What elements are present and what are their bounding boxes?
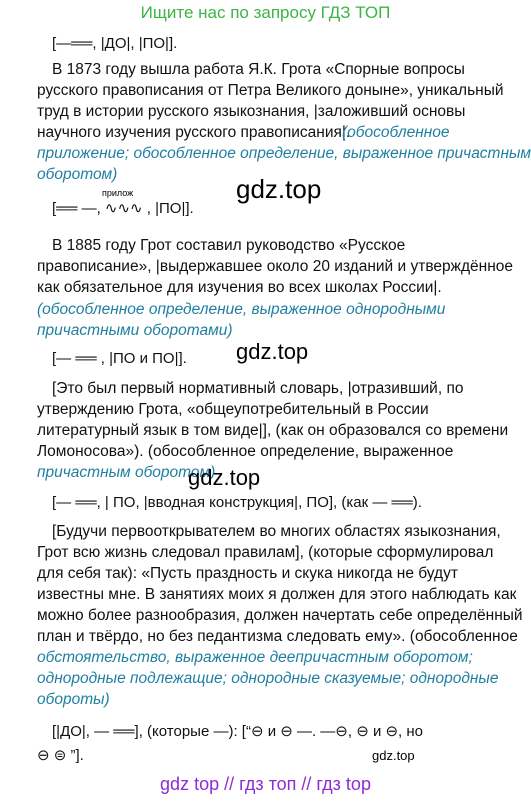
scheme-label: прилож bbox=[102, 188, 134, 198]
text-line: научного изучения русского правописания|. bbox=[37, 124, 351, 141]
text-line: Грот всю жизнь следовал правилам], (которые сформулировал bbox=[37, 544, 494, 561]
scheme-line: [— ══, | ПО, |вводная конструкция|, ПО], (как — ══). bbox=[52, 494, 422, 511]
comment-line: (обособленное bbox=[342, 124, 450, 141]
scheme-line: [|ДО|, — ══], (которые —): [“⊖ и ⊖ —. —⊖, ⊖ и ⊖, но bbox=[52, 723, 424, 740]
text-line: известны мне. В занятиях моих я должен для этого наблюдать как bbox=[37, 586, 517, 603]
comment-line: причастным оборотом) bbox=[37, 464, 216, 481]
text-line: можно более разнообразия, должен начертать себе определённый bbox=[37, 607, 523, 624]
text-line: [Будучи первооткрывателем во многих областях языкознания, bbox=[52, 523, 501, 540]
text-line: [Это был первый нормативный словарь, |отразивший, по bbox=[52, 380, 464, 397]
scheme-line: ⊖ ⊜ ”]. bbox=[37, 747, 84, 764]
comment-line: оборотом) bbox=[37, 166, 118, 183]
comment-line: причастными оборотами) bbox=[37, 322, 233, 339]
watermark: gdz.top bbox=[188, 465, 261, 490]
comment-line: (обособленное определение, выраженное однородными bbox=[37, 301, 446, 318]
comment-line: однородные подлежащие; однородные сказуемые; однородные bbox=[37, 670, 499, 687]
scheme-line: [— ══ , |ПО и ПО|]. bbox=[52, 350, 187, 367]
scheme-line: [══ —, ∿∿∿ , |ПО|]. bbox=[52, 200, 194, 217]
text-line: В 1873 году вышла работа Я.К. Грота «Спорные вопросы bbox=[52, 61, 465, 78]
comment-line: обороты) bbox=[37, 691, 110, 708]
text-line: план и твёрдо, но без педантизма следовать ему». (обособленное bbox=[37, 628, 518, 645]
text-line: утверждению Грота, «общеупотребительный в России bbox=[37, 401, 429, 418]
text-line: В 1885 году Грот составил руководство «Русское bbox=[52, 237, 406, 254]
header-banner: Ищите нас по запросу ГДЗ ТОП bbox=[140, 3, 391, 22]
watermark: gdz.top bbox=[236, 339, 309, 364]
watermark: gdz.top bbox=[236, 174, 322, 204]
comment-line: приложение; обособленное определение, выраженное причастным bbox=[37, 145, 531, 162]
text-line: литературный язык в том виде|], (как он образовался со времени bbox=[37, 422, 509, 439]
footer-banner: gdz top // гдз топ // гдз top bbox=[160, 774, 371, 794]
text-line: правописание», |выдержавшее около 20 изданий и утверждённое bbox=[37, 258, 514, 275]
text-line: как обязательное для изучения во всех школах России|. bbox=[37, 279, 442, 296]
text-line: русского правописания от Петра Великого доныне», уникальный bbox=[37, 82, 504, 99]
text-line: Ломоносова»). (обособленное определение, выраженное bbox=[37, 443, 454, 460]
scheme-line: [—══, |ДО|, |ПО|]. bbox=[52, 35, 178, 52]
comment-line: обстоятельство, выраженное деепричастным оборотом; bbox=[37, 649, 473, 666]
text-line: для себя так): «Пусть праздность и скука никогда не будут bbox=[37, 565, 458, 582]
text-line: труд в истории русского языкознания, |заложивший основы bbox=[37, 103, 466, 120]
watermark: gdz.top bbox=[372, 748, 415, 763]
